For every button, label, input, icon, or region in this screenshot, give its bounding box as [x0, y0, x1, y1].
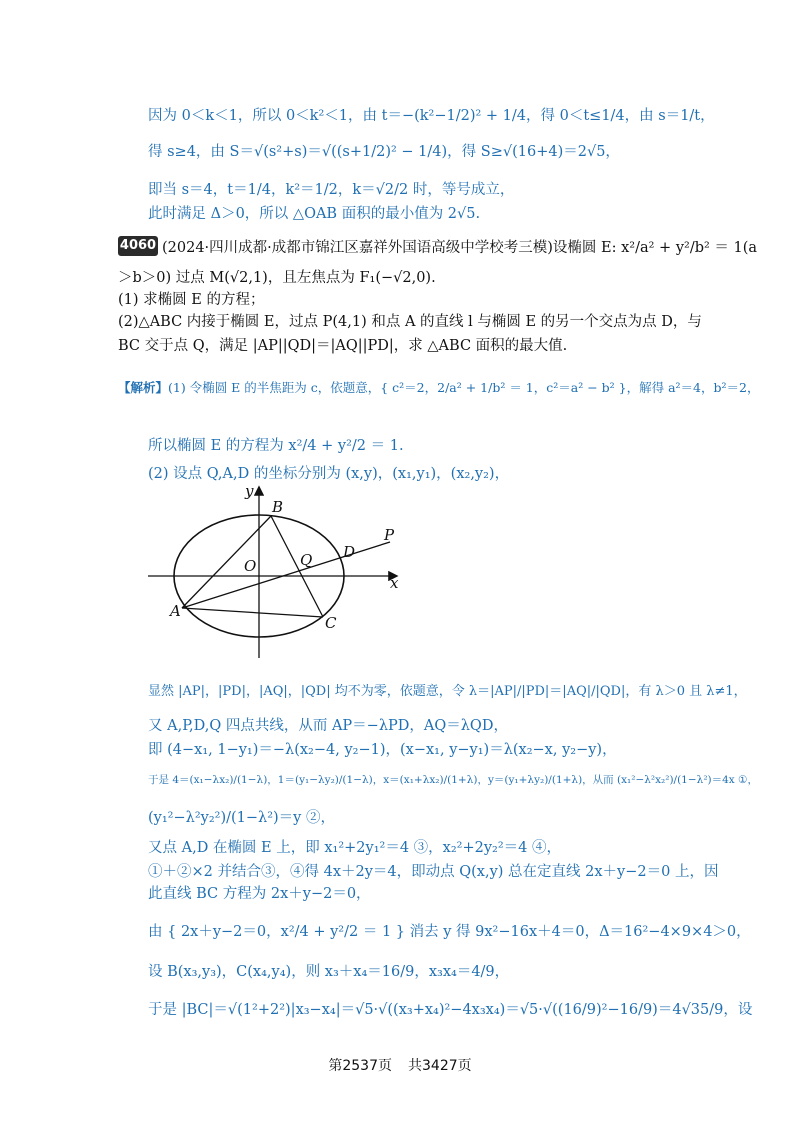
label-y: y: [245, 482, 254, 500]
solution-line: 此直线 BC 方程为 2x＋y−2＝0，: [148, 886, 371, 902]
analysis-line: 所以椭圆 E 的方程为 x²/4 + y²/2 ＝ 1.: [148, 438, 404, 454]
solution-line: 得 s≥4，由 S＝√(s²+s)＝√((s+1/2)² − 1/4)，得 S≥√(16+4)＝2√5，: [148, 144, 620, 160]
solution-line: 即 (4−x₁, 1−y₁)＝−λ(x₂−4, y₂−1)，(x−x₁, y−y₁)＝λ(x₂−x, y₂−y)，: [148, 742, 617, 758]
segment-ac: [182, 608, 323, 617]
label-c: C: [325, 614, 337, 632]
solution-line: 显然 |AP|，|PD|，|AQ|，|QD| 均不为零，依题意，令 λ＝|AP|/|PD|＝|AQ|/|QD|，有 λ＞0 且 λ≠1，: [148, 684, 747, 699]
problem-statement: (2024·四川成都·成都市锦江区嘉祥外国语高级中学校考三模)设椭圆 E: x²/a² + y²/b² ＝ 1(a: [162, 240, 758, 256]
analysis-line: [118, 378, 759, 398]
problem-part-2-cont: BC 交于点 Q，满足 |AP||QD|＝|AQ||PD|，求 △ABC 面积的最大值.: [118, 338, 568, 354]
solution-line: 于是 4＝(x₁−λx₂)/(1−λ)，1＝(y₁−λy₂)/(1−λ)，x＝(x₁+λx₂)/(1+λ)，y＝(y₁+λy₂)/(1+λ)，从而 (x₁²−λ²x₂²)/(1−λ²)＝4x ①，: [148, 774, 758, 786]
page-number: 第2537页: [328, 1058, 392, 1074]
solution-line: 又点 A,D 在椭圆 E 上，即 x₁²+2y₁²＝4 ③，x₂²+2y₂²＝4 ④，: [148, 840, 561, 856]
label-a: A: [170, 602, 181, 620]
solution-line: (y₁²−λ²y₂²)/(1−λ²)＝y ②，: [148, 810, 335, 826]
ellipse-diagram: [140, 480, 410, 660]
solution-line: 又 A,P,D,Q 四点共线，从而 AP＝−λPD，AQ＝λQD，: [148, 718, 508, 734]
problem-number-badge: 4060: [118, 236, 158, 256]
solution-line: 此时满足 Δ＞0，所以 △OAB 面积的最小值为 2√5.: [148, 206, 481, 222]
problem-part-1: (1) 求椭圆 E 的方程；: [118, 292, 265, 308]
page-footer: [0, 1055, 800, 1075]
analysis-text: (1) 令椭圆 E 的半焦距为 c，依题意，{ c²＝2，2/a² + 1/b² ＝ 1，c²＝a² − b² }，解得 a²＝4，b²＝2，: [168, 380, 760, 395]
label-x: x: [390, 574, 399, 592]
solution-line: 由 { 2x＋y−2＝0，x²/4 + y²/2 ＝ 1 } 消去 y 得 9x²−16x＋4＝0，Δ＝16²−4×9×4＞0，: [148, 924, 751, 940]
label-d: D: [343, 543, 356, 561]
label-o: O: [244, 557, 257, 575]
problem-statement-line2: ＞b＞0) 过点 M(√2,1)，且左焦点为 F₁(−√2,0).: [118, 270, 436, 286]
label-q: Q: [300, 551, 313, 569]
solution-line: 设 B(x₃,y₃)，C(x₄,y₄)，则 x₃＋x₄＝16/9，x₃x₄＝4/9，: [148, 964, 510, 980]
label-b: B: [272, 498, 284, 516]
problem-part-2: (2)△ABC 内接于椭圆 E，过点 P(4,1) 和点 A 的直线 l 与椭圆 E 的另一个交点为点 D，与: [118, 314, 702, 330]
page-total: 共3427页: [408, 1058, 472, 1074]
analysis-tag: 【解析】: [118, 380, 169, 395]
label-p: P: [384, 526, 395, 544]
solution-line: ①＋②×2 并结合③，④得 4x＋2y＝4，即动点 Q(x,y) 总在定直线 2x＋y−2＝0 上，因: [148, 864, 719, 880]
solution-line: 于是 |BC|＝√(1²+2²)|x₃−x₄|＝√5·√((x₃+x₄)²−4x₃x₄)＝√5·√((16/9)²−16/9)＝4√35/9，设: [148, 1002, 753, 1018]
analysis-line: (2) 设点 Q,A,D 的坐标分别为 (x,y)，(x₁,y₁)，(x₂,y₂)，: [148, 466, 510, 482]
solution-line: 即当 s＝4，t＝1/4，k²＝1/2，k＝√2/2 时，等号成立，: [148, 182, 515, 198]
solution-line: 因为 0＜k＜1，所以 0＜k²＜1，由 t＝−(k²−1/2)² + 1/4，得 0＜t≤1/4，由 s＝1/t，: [148, 108, 715, 124]
